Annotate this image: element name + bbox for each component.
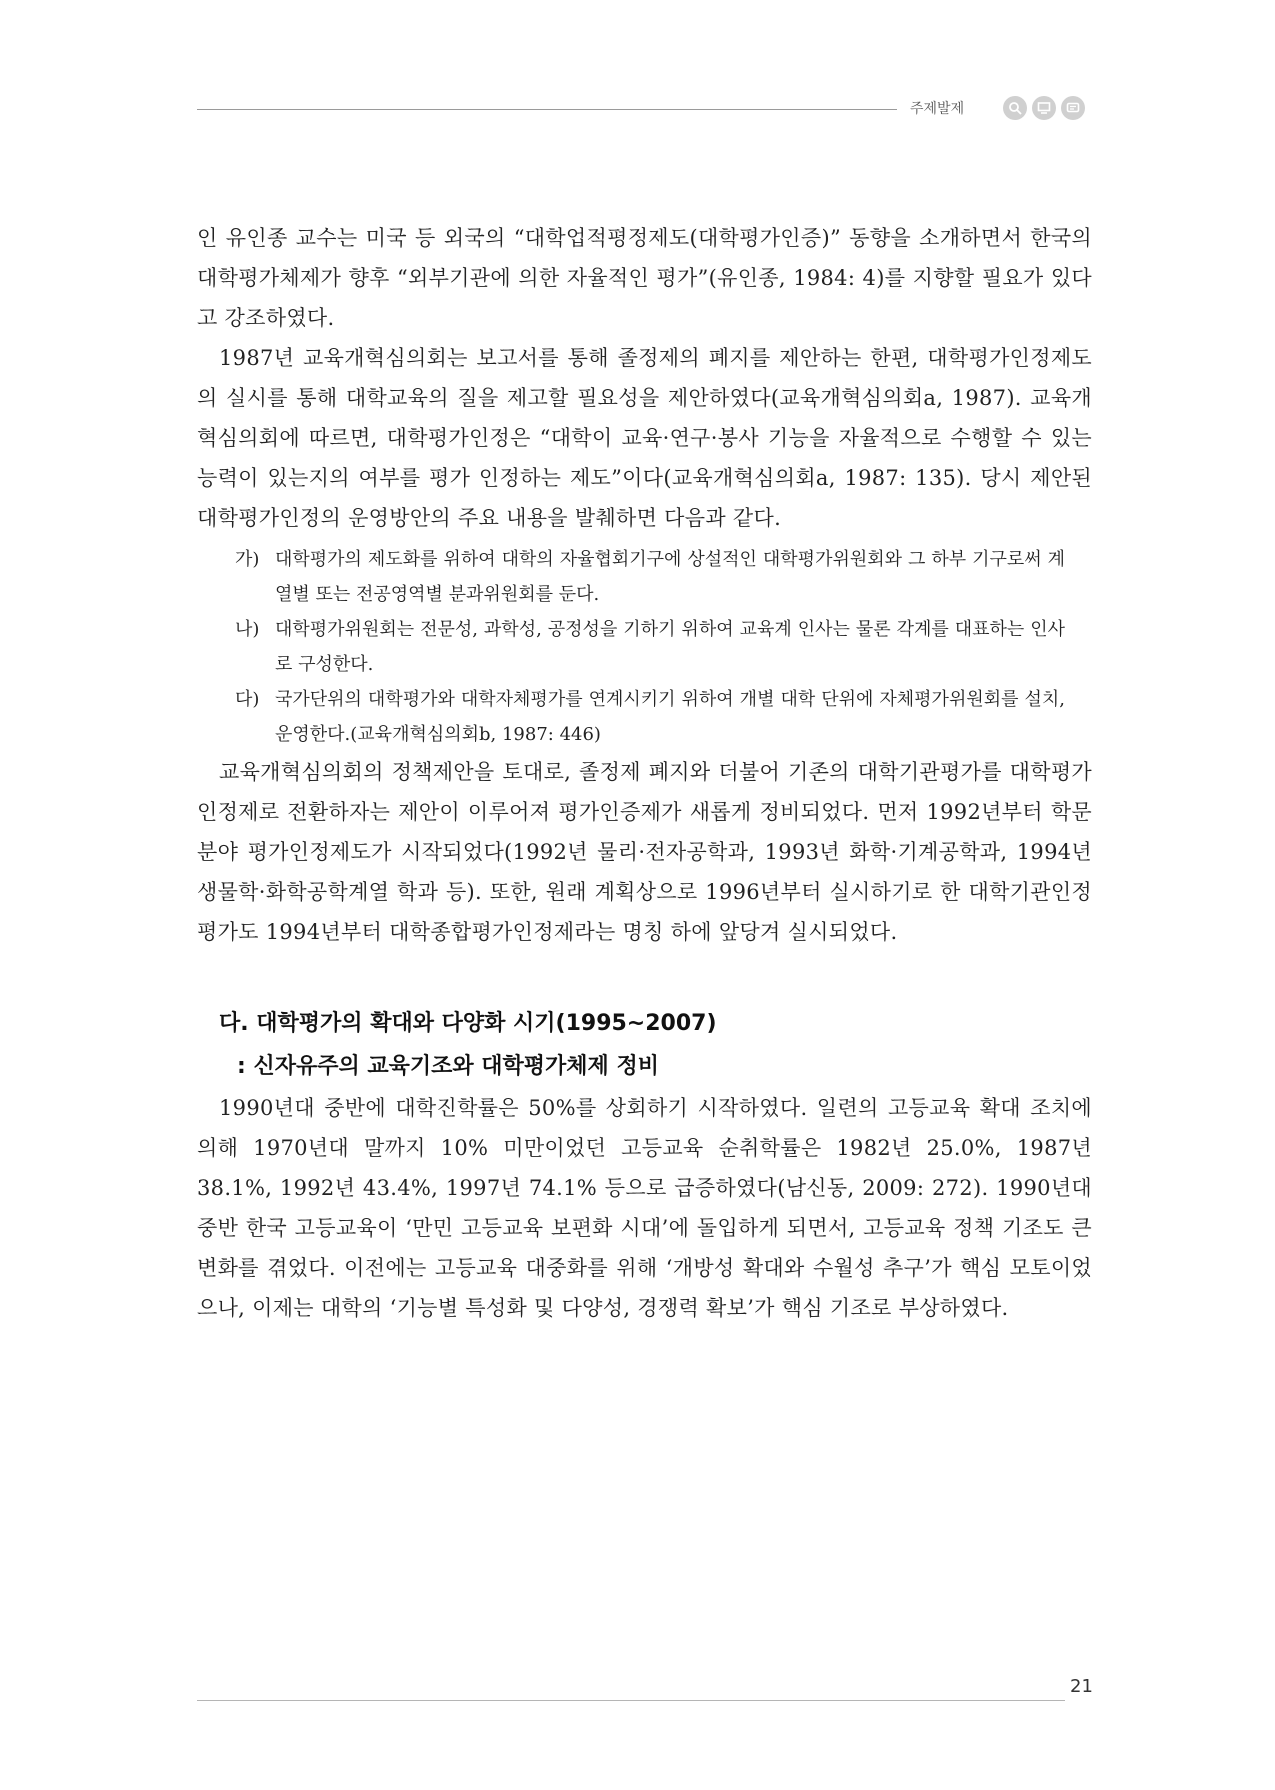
body-paragraph: 1990년대 중반에 대학진학률은 50%를 상회하기 시작하였다. 일련의 고등교육 확대 조치에 의해 1970년대 말까지 10% 미만이었던 고등교육 순취학률은 1982년 25.0%, 1987년 38.1%, 1992년 43.4%, 1997년 74.1% 등으로 급증하였다(남신동, 2009: 272). 1990년대 중반 한국 고등교육이 ‘만민 고등교육 보편화 시대’에 돌입하게 되면서, 고등교육 정책 기조도 큰 변화를 겪었다. 이전에는 고등교육 대중화를 위해 ‘개방성 확대와 수월성 추구’가 핵심 모토이었으나, 이제는 대학의 ‘기능별 특성화 및 다양성, 경쟁력 확보’가 핵심 기조로 부상하였다. (197, 1096, 1092, 1320)
body-paragraph: 교육개혁심의회의 정책제안을 토대로, 졸정제 폐지와 더불어 기존의 대학기관평가를 대학평가인정제로 전환하자는 제안이 이루어져 평가인증제가 새롭게 정비되었다. 먼저 1992년부터 학문분야 평가인정제도가 시작되었다(1992년 물리·전자공학과, 1993년 화학·기계공학과, 1994년 생물학·화학공학계열 학과 등). 또한, 원래 계획상으로 1996년부터 실시하기로 한 대학기관인정평가도 1994년부터 대학종합평가인정제라는 명칭 하에 앞당겨 실시되었다. (197, 760, 1092, 944)
list-item-text: 대학평가의 제도화를 위하여 대학의 자율협회기구에 상설적인 대학평가위원회와 그 하부 기구로써 계열별 또는 전공영역별 분과위원회를 둔다. (275, 549, 1065, 605)
list-marker: 가) (235, 549, 260, 570)
body-paragraph: 인 유인종 교수는 미국 등 외국의 “대학업적평정제도(대학평가인증)” 동향을 소개하면서 한국의 대학평가체제가 향후 “외부기관에 의한 자율적인 평가”(유인종, 1984: 4)를 지향할 필요가 있다고 강조하였다. (197, 226, 1092, 330)
search-icon (1003, 96, 1027, 120)
section-title: 다. 대학평가의 확대와 다양화 시기(1995~2007) (219, 1011, 717, 1036)
list-item-text: 국가단위의 대학평가와 대학자체평가를 연계시키기 위하여 개별 대학 단위에 자체평가위원회를 설치, 운영한다.(교육개혁심의회b, 1987: 446) (275, 689, 1065, 745)
header-section-title: 주제발제 (910, 101, 965, 117)
list-marker: 다) (235, 689, 260, 710)
section-subtitle: : 신자유주의 교육기조와 대학평가체제 정비 (237, 1054, 659, 1079)
header-rule (197, 109, 897, 110)
footer-rule (197, 1700, 1065, 1701)
list-item-text: 대학평가위원회는 전문성, 과학성, 공정성을 기하기 위하여 교육계 인사는 물론 각계를 대표하는 인사로 구성한다. (275, 619, 1065, 675)
document-body (197, 218, 1092, 1328)
header-icon-group (1003, 96, 1085, 120)
list-item (235, 542, 1065, 612)
list-marker: 나) (235, 619, 260, 640)
list-item (235, 612, 1065, 682)
list-item (235, 682, 1065, 752)
page-number: 21 (1070, 1676, 1093, 1697)
body-paragraph: 1987년 교육개혁심의회는 보고서를 통해 졸정제의 폐지를 제안하는 한편, 대학평가인정제도의 실시를 통해 대학교육의 질을 제고할 필요성을 제안하였다(교육개혁심의회a, 1987). 교육개혁심의회에 따르면, 대학평가인정은 “대학이 교육·연구·봉사 기능을 자율적으로 수행할 수 있는 능력이 있는지의 여부를 평가 인정하는 제도”이다(교육개혁심의회a, 1987: 135). 당시 제안된 대학평가인정의 운영방안의 주요 내용을 발췌하면 다음과 같다. (197, 346, 1092, 530)
chat-icon (1061, 96, 1085, 120)
proposal-list (235, 542, 1065, 752)
section-heading (219, 1002, 1092, 1088)
monitor-icon (1032, 96, 1056, 120)
